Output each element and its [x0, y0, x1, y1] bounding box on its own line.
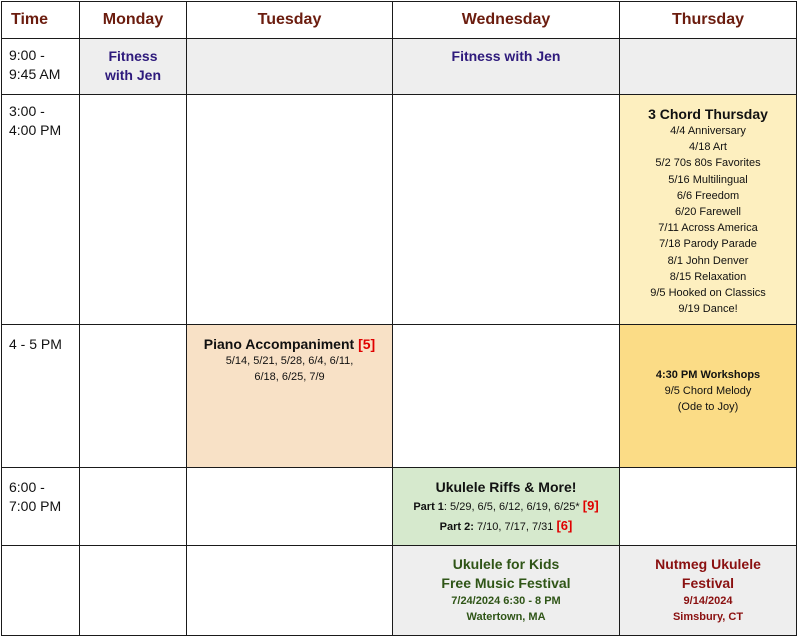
three-chord-item: 4/18 Art [689, 141, 727, 154]
time-blank [2, 546, 80, 636]
tuesday-9am-empty [187, 39, 393, 95]
tuesday-3pm-empty [187, 95, 393, 325]
time-4pm: 4 - 5 PM [2, 325, 80, 468]
piano-title-line [187, 335, 392, 354]
three-chord-item: 6/6 Freedom [676, 189, 740, 202]
wednesday-fitness [393, 39, 620, 95]
kids-date: 7/24/2024 6:30 - 8 PM [451, 595, 561, 607]
wednesday-fitness-label: Fitness with Jen [451, 48, 561, 64]
piano-accompaniment [187, 325, 393, 468]
three-chord-item: 8/1 John Denver [667, 254, 749, 267]
ukulele-riffs [393, 468, 620, 546]
monday-fitness [80, 39, 187, 95]
riffs-part2 [393, 517, 619, 536]
three-chord-item: 9/19 Dance! [678, 303, 738, 316]
monday-fitness-label: Fitness with Jen [104, 48, 161, 83]
workshops-line1: 9/5 Chord Melody [664, 385, 752, 398]
three-chord-item: 7/11 Across America [658, 222, 758, 235]
workshops [620, 325, 797, 468]
three-chord-item: 5/16 Multilingual [668, 173, 748, 186]
three-chord-item: 4/4 Anniversary [670, 125, 746, 137]
monday-6pm-empty [80, 468, 187, 546]
thursday-6pm-empty [620, 468, 797, 546]
time-9am: 9:00 - 9:45 AM [2, 39, 80, 95]
riffs-part1-label: Part 1 [413, 501, 444, 513]
header-monday: Monday [80, 2, 187, 39]
three-chord-item: 6/20 Farewell [674, 206, 742, 219]
monday-4pm-empty [80, 325, 187, 468]
nutmeg-date: 9/14/2024 [683, 595, 733, 607]
time-3pm: 3:00 - 4:00 PM [2, 95, 80, 325]
three-chord-thursday [620, 95, 797, 325]
nutmeg-festival [620, 546, 797, 636]
header-time: Time [2, 2, 80, 39]
tuesday-6pm-empty [187, 468, 393, 546]
riffs-part2-count: [6] [556, 518, 573, 533]
workshops-line2: (Ode to Joy) [677, 401, 739, 414]
nutmeg-line2: Festival [681, 575, 735, 591]
kids-line1: Ukulele for Kids [452, 556, 560, 572]
three-chord-item: 5/2 70s 80s Favorites [655, 157, 761, 170]
workshops-title: 4:30 PM Workshops [655, 369, 761, 381]
wednesday-3pm-empty [393, 95, 620, 325]
wednesday-4pm-empty [393, 325, 620, 468]
riffs-part1 [393, 496, 619, 517]
kids-line2: Free Music Festival [441, 575, 571, 591]
three-chord-item: 8/15 Relaxation [669, 270, 747, 283]
riffs-part1-count: [9] [582, 498, 599, 513]
tuesday-festival-empty [187, 546, 393, 636]
header-tuesday: Tuesday [187, 2, 393, 39]
riffs-part2-dates: 7/10, 7/17, 7/31 [473, 521, 554, 533]
time-6pm: 6:00 - 7:00 PM [2, 468, 80, 546]
thursday-9am-empty [620, 39, 797, 95]
three-chord-item: 9/5 Hooked on Classics [650, 287, 766, 300]
piano-dates-2: 6/18, 6/25, 7/9 [254, 370, 325, 383]
header-wednesday: Wednesday [393, 2, 620, 39]
monday-festival-empty [80, 546, 187, 636]
header-thursday: Thursday [620, 2, 797, 39]
kids-place: Watertown, MA [466, 611, 546, 623]
piano-count: [5] [358, 336, 376, 352]
three-chord-item: 7/18 Parody Parade [659, 238, 757, 251]
riffs-title: Ukulele Riffs & More! [435, 479, 577, 495]
riffs-part1-dates: : 5/29, 6/5, 6/12, 6/19, 6/25* [443, 501, 580, 513]
piano-dates-1: 5/14, 5/21, 5/28, 6/4, 6/11, [225, 355, 354, 367]
monday-3pm-empty [80, 95, 187, 325]
kids-festival [393, 546, 620, 636]
riffs-part2-label: Part 2: [439, 521, 474, 533]
piano-title: Piano Accompaniment [203, 336, 355, 352]
nutmeg-line1: Nutmeg Ukulele [655, 556, 761, 572]
three-chord-title: 3 Chord Thursday [648, 106, 768, 122]
nutmeg-place: Simsbury, CT [672, 611, 744, 623]
